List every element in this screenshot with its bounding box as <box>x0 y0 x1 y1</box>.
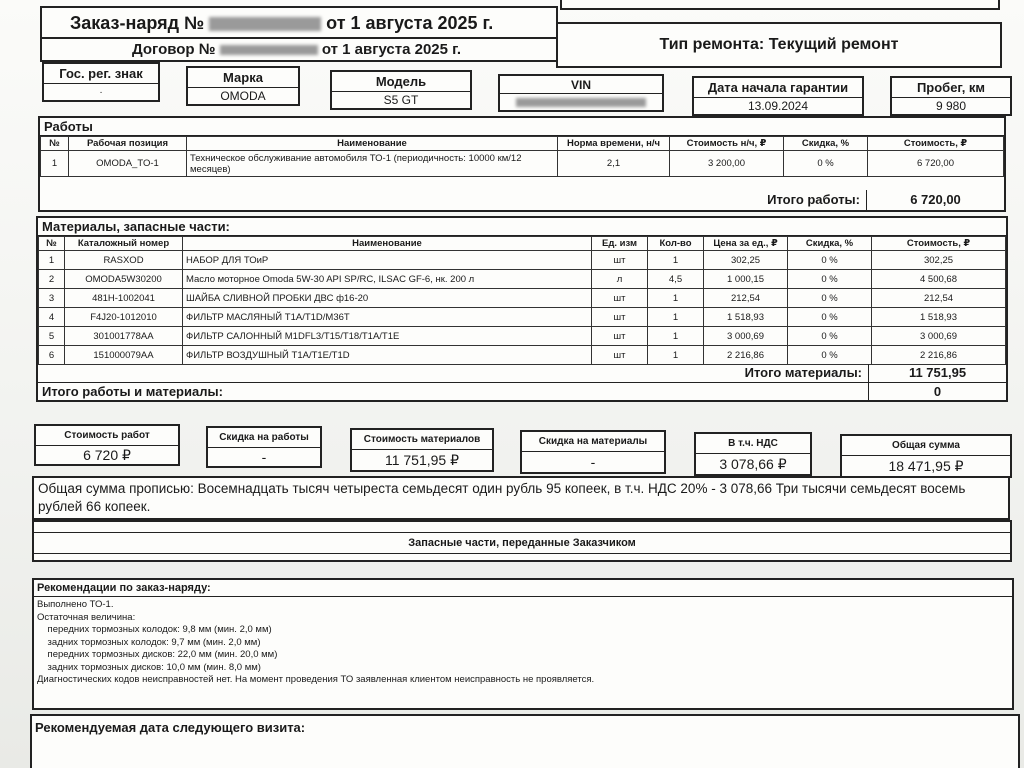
materials-cell-catalog: RASXOD <box>65 251 183 270</box>
materials-cell-no: 6 <box>39 346 65 365</box>
materials-cell-discount: 0 % <box>788 289 872 308</box>
materials-total-value: 11 751,95 <box>868 364 1006 382</box>
materials-cell-catalog: 301001778AA <box>65 327 183 346</box>
next-visit-section <box>30 714 1020 768</box>
contract-number-redacted <box>220 45 318 55</box>
materials-total <box>739 364 1006 382</box>
summary-total-value: 18 471,95 ₽ <box>888 457 964 474</box>
materials-cell-discount: 0 % <box>788 270 872 289</box>
works-total-value: 6 720,00 <box>866 190 1004 210</box>
materials-cell-cost: 302,25 <box>872 251 1006 270</box>
grand-total-value: 0 <box>868 383 1006 400</box>
materials-cell-catalog: F4J20-1012010 <box>65 308 183 327</box>
summary-materials-disc-box <box>520 430 666 474</box>
materials-cell-cost: 3 000,69 <box>872 327 1006 346</box>
materials-col-price: Цена за ед., ₽ <box>704 237 788 251</box>
materials-row <box>39 251 1006 270</box>
summary-materials-label: Стоимость материалов <box>352 430 492 450</box>
reg-number-value: · <box>99 86 103 98</box>
reg-number-label: Гос. рег. знак <box>44 64 158 84</box>
materials-row <box>39 327 1006 346</box>
works-cell-hours: 2,1 <box>558 151 670 177</box>
summary-works-disc-label: Скидка на работы <box>208 428 320 448</box>
header-fragment <box>560 0 1000 10</box>
materials-cell-price: 1 518,93 <box>704 308 788 327</box>
contract-title <box>132 41 461 58</box>
recommendations-body <box>34 597 1012 689</box>
materials-cell-cost: 4 500,68 <box>872 270 1006 289</box>
materials-cell-no: 1 <box>39 251 65 270</box>
works-cell-cost: 6 720,00 <box>868 151 1004 177</box>
order-title <box>70 13 493 34</box>
vin-label: VIN <box>500 76 662 94</box>
materials-col-no: № <box>39 237 65 251</box>
materials-cell-price: 302,25 <box>704 251 788 270</box>
materials-row <box>39 270 1006 289</box>
works-col-cost: Стоимость, ₽ <box>868 137 1004 151</box>
contract-number-label: Договор № <box>132 41 216 58</box>
works-col-hours: Норма времени, н/ч <box>558 137 670 151</box>
materials-cell-price: 3 000,69 <box>704 327 788 346</box>
materials-col-qty: Кол-во <box>648 237 704 251</box>
materials-cell-unit: шт <box>592 251 648 270</box>
order-date: от 1 августа 2025 г. <box>326 13 494 33</box>
summary-vat-label: В т.ч. НДС <box>696 434 810 454</box>
summary-materials-disc-label: Скидка на материалы <box>522 432 664 452</box>
model-value: S5 GT <box>383 93 419 107</box>
summary-vat-box <box>694 432 812 476</box>
materials-cell-no: 3 <box>39 289 65 308</box>
materials-cell-qty: 1 <box>648 346 704 365</box>
materials-cell-discount: 0 % <box>788 346 872 365</box>
works-total <box>761 190 1004 210</box>
brand-value: OMODA <box>220 89 266 103</box>
materials-cell-cost: 212,54 <box>872 289 1006 308</box>
works-table <box>40 136 1004 177</box>
materials-cell-discount: 0 % <box>788 308 872 327</box>
materials-cell-unit: л <box>592 270 648 289</box>
materials-col-name: Наименование <box>183 237 592 251</box>
mileage-box <box>890 76 1012 116</box>
works-section <box>38 116 1006 212</box>
warranty-value: 13.09.2024 <box>747 99 809 113</box>
materials-cell-discount: 0 % <box>788 327 872 346</box>
works-total-label: Итого работы: <box>767 192 860 207</box>
grand-total-label: Итого работы и материалы: <box>42 384 223 399</box>
materials-header-row <box>39 237 1006 251</box>
materials-cell-catalog: OMODA5W30200 <box>65 270 183 289</box>
summary-works-label: Стоимость работ <box>36 426 178 446</box>
materials-cell-price: 212,54 <box>704 289 788 308</box>
materials-section <box>36 216 1008 402</box>
materials-cell-no: 5 <box>39 327 65 346</box>
materials-title: Материалы, запасные части: <box>38 218 1006 236</box>
materials-cell-no: 2 <box>39 270 65 289</box>
mileage-label: Пробег, км <box>892 78 1010 98</box>
order-title-block <box>40 6 558 62</box>
recommendation-line: Диагностических кодов неисправностей нет. На момент проведения ТО заявленная клиентом неисправность не проявляется. <box>37 674 595 685</box>
summary-works-value: 6 720 ₽ <box>83 446 131 463</box>
next-visit-title: Рекомендуемая дата следующего визита: <box>35 720 306 735</box>
order-number-label: Заказ-наряд № <box>70 13 205 33</box>
works-cell-discount: 0 % <box>784 151 868 177</box>
materials-body <box>39 251 1006 365</box>
works-col-discount: Скидка, % <box>784 137 868 151</box>
materials-cell-name: НАБОР ДЛЯ ТОиР <box>183 251 592 270</box>
recommendation-line: задних тормозных дисков: 10,0 мм (мин. 8,0 мм) <box>37 661 261 673</box>
materials-cell-unit: шт <box>592 289 648 308</box>
summary-materials-box <box>350 428 494 472</box>
grand-total <box>38 382 1006 400</box>
materials-col-cost: Стоимость, ₽ <box>872 237 1006 251</box>
recommendation-line: передних тормозных колодок: 9,8 мм (мин. 2,0 мм) <box>37 624 272 635</box>
brand-label: Марка <box>188 68 298 88</box>
materials-cell-price: 1 000,15 <box>704 270 788 289</box>
model-label: Модель <box>332 72 470 92</box>
materials-row <box>39 289 1006 308</box>
summary-total-label: Общая сумма <box>842 436 1010 456</box>
brand-box <box>186 66 300 106</box>
summary-materials-value: 11 751,95 ₽ <box>384 451 460 468</box>
materials-cell-discount: 0 % <box>788 251 872 270</box>
materials-cell-name: ШАЙБА СЛИВНОЙ ПРОБКИ ДВС ф16-20 <box>183 289 592 308</box>
order-number-redacted <box>209 17 321 31</box>
materials-cell-qty: 1 <box>648 327 704 346</box>
materials-cell-qty: 1 <box>648 308 704 327</box>
parts-handed-section <box>32 520 1012 562</box>
summary-vat-value: 3 078,66 ₽ <box>719 455 787 472</box>
mileage-value: 9 980 <box>935 99 967 113</box>
works-cell-name: Техническое обслуживание автомобиля ТО-1 (периодичность: 10000 км/12 месяцев) <box>187 151 558 177</box>
summary-works-box <box>34 424 180 466</box>
recommendation-line: задних тормозных колодок: 9,7 мм (мин. 2,0 мм) <box>37 636 261 648</box>
materials-cell-unit: шт <box>592 327 648 346</box>
materials-cell-price: 2 216,86 <box>704 346 788 365</box>
works-col-no: № <box>41 137 69 151</box>
materials-cell-name: ФИЛЬТР ВОЗДУШНЫЙ T1A/T1E/T1D <box>183 346 592 365</box>
recommendations-title: Рекомендации по заказ-наряду: <box>34 580 1012 597</box>
materials-col-catalog: Каталожный номер <box>65 237 183 251</box>
materials-cell-unit: шт <box>592 346 648 365</box>
materials-cell-qty: 1 <box>648 289 704 308</box>
materials-col-discount: Скидка, % <box>788 237 872 251</box>
materials-cell-catalog: 151000079AA <box>65 346 183 365</box>
works-col-name: Наименование <box>187 137 558 151</box>
materials-cell-name: Масло моторное Omoda 5W-30 API SP/RC, ILSAC GF-6, нк. 200 л <box>183 270 592 289</box>
materials-cell-name: ФИЛЬТР МАСЛЯНЫЙ T1A/T1D/M36T <box>183 308 592 327</box>
works-cell-no: 1 <box>41 151 69 177</box>
materials-table <box>38 236 1006 365</box>
vin-box <box>498 74 664 112</box>
materials-col-unit: Ед. изм <box>592 237 648 251</box>
materials-cell-no: 4 <box>39 308 65 327</box>
works-row <box>41 151 1004 177</box>
materials-row <box>39 308 1006 327</box>
materials-cell-unit: шт <box>592 308 648 327</box>
materials-cell-qty: 1 <box>648 251 704 270</box>
recommendation-line: Выполнено ТО-1. <box>37 599 114 610</box>
recommendation-line: Остаточная величина: <box>37 611 136 623</box>
works-header-row <box>41 137 1004 151</box>
materials-cell-cost: 1 518,93 <box>872 308 1006 327</box>
model-box <box>330 70 472 110</box>
recommendations-section <box>32 578 1014 710</box>
materials-cell-catalog: 481H-1002041 <box>65 289 183 308</box>
works-col-rate: Стоимость н/ч, ₽ <box>670 137 784 151</box>
materials-cell-name: ФИЛЬТР САЛОННЫЙ M1DFL3/T15/T18/T1A/T1E <box>183 327 592 346</box>
repair-type-text: Тип ремонта: Текущий ремонт <box>659 36 899 53</box>
summary-materials-disc-value: - <box>590 454 596 470</box>
warranty-box <box>692 76 864 116</box>
materials-total-label: Итого материалы: <box>744 365 862 380</box>
summary-works-disc-box <box>206 426 322 468</box>
materials-row <box>39 346 1006 365</box>
works-title: Работы <box>40 118 1004 136</box>
warranty-label: Дата начала гарантии <box>694 78 862 98</box>
amount-in-words-text: Общая сумма прописью: Восемнадцать тысяч четыреста семьдесят один рубль 95 копеек, в т.ч. НДС 20% - 3 078,66 Три тысячи семьдесят восемь рублей 66 копеек. <box>38 481 966 514</box>
works-cell-rate: 3 200,00 <box>670 151 784 177</box>
works-col-position: Рабочая позиция <box>69 137 187 151</box>
recommendation-line: передних тормозных дисков: 22,0 мм (мин. 20,0 мм) <box>37 649 278 660</box>
reg-number-box <box>42 62 160 102</box>
amount-in-words <box>32 476 1010 520</box>
summary-total-box <box>840 434 1012 478</box>
materials-cell-qty: 4,5 <box>648 270 704 289</box>
parts-handed-title: Запасные части, переданные Заказчиком <box>34 532 1010 554</box>
materials-cell-cost: 2 216,86 <box>872 346 1006 365</box>
summary-works-disc-value: - <box>261 449 267 465</box>
contract-date: от 1 августа 2025 г. <box>321 41 462 58</box>
vin-value-redacted <box>500 94 662 110</box>
works-cell-position: OMODA_TO-1 <box>69 151 187 177</box>
repair-type <box>556 22 1002 68</box>
